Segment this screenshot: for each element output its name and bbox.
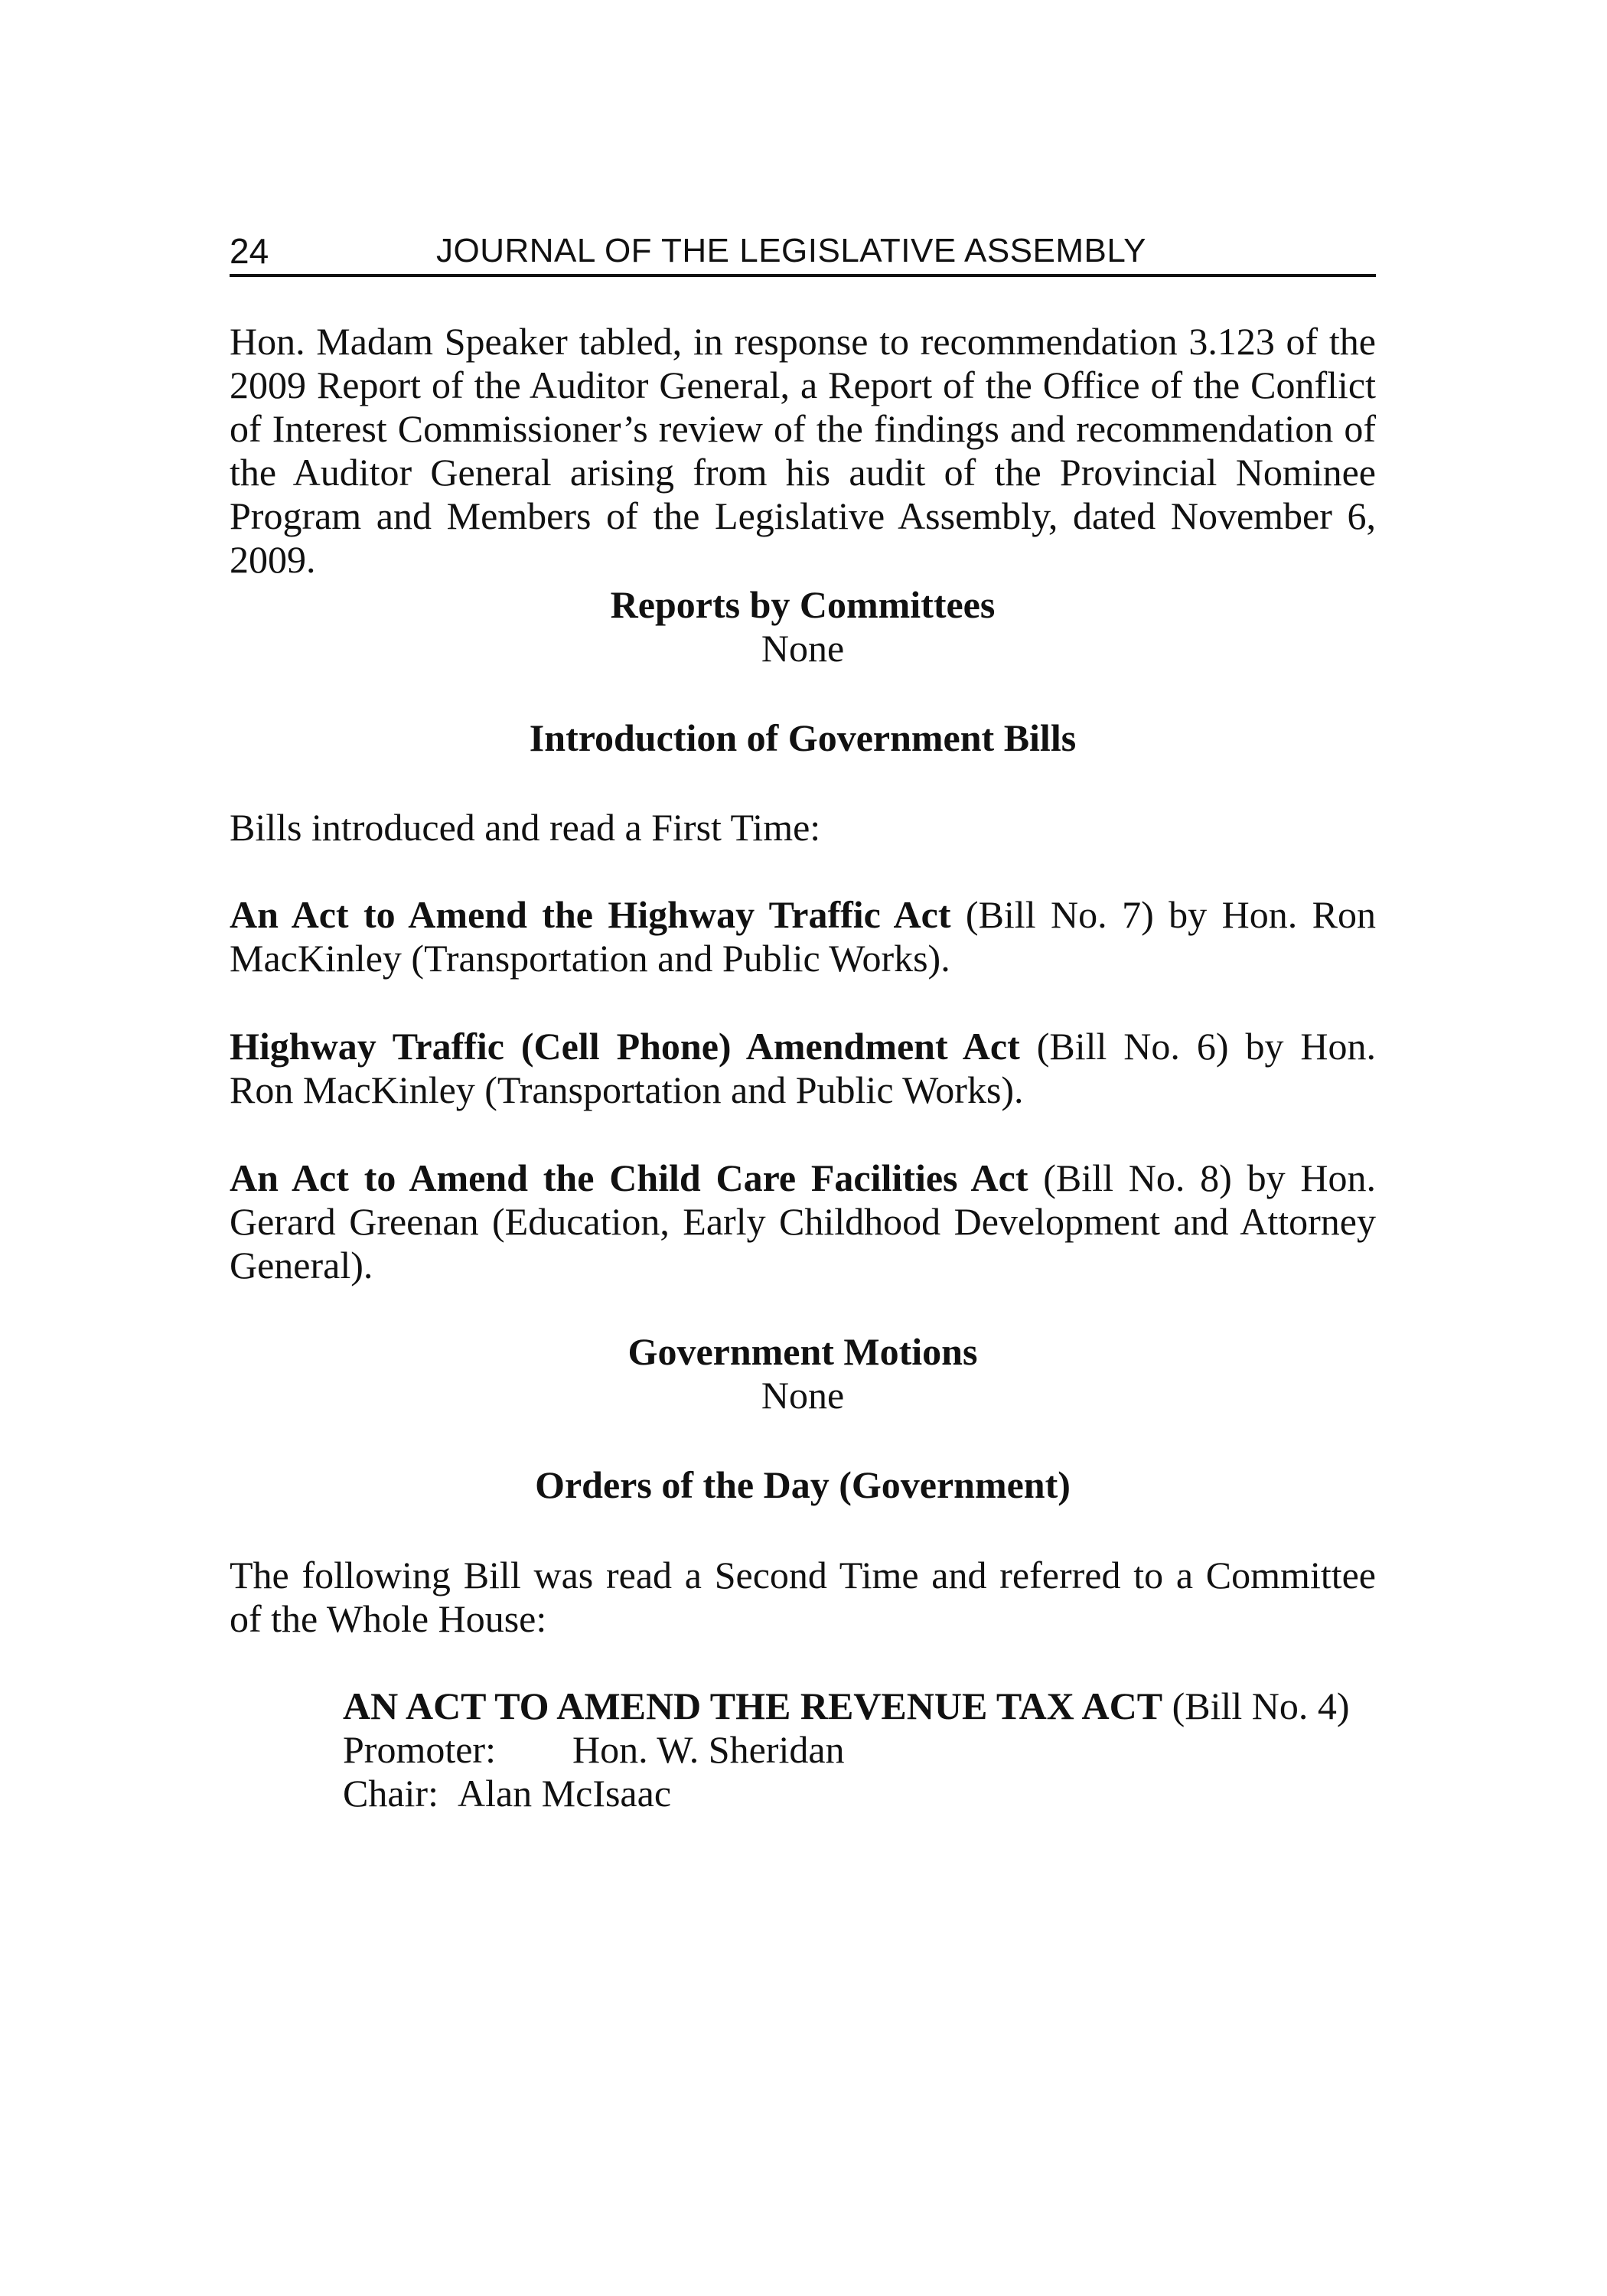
bill-title: An Act to Amend the Highway Traffic Act (230, 893, 951, 936)
committee-bill-title-row (343, 1684, 1376, 1728)
bill-details: (Bill No. 8) by Hon. Gerard Greenan (Education, Early Childhood Development and Attorney General). (230, 1156, 1377, 1287)
bill-title: An Act to Amend the Child Care Facilities Act (230, 1156, 1028, 1199)
bill-entry (230, 1025, 1376, 1112)
running-title: JOURNAL OF THE LEGISLATIVE ASSEMBLY (436, 232, 1146, 269)
committee-bill-number: (Bill No. 4) (1162, 1684, 1350, 1727)
promoter-name: Hon. W. Sheridan (572, 1728, 845, 1771)
bill-details: (Bill No. 7) by Hon. Ron MacKinley (Transportation and Public Works). (230, 893, 1376, 980)
government-bills-heading: Introduction of Government Bills (529, 716, 1077, 759)
chair-name: Alan McIsaac (457, 1772, 672, 1815)
reports-by-committees-content: None (761, 627, 845, 670)
page-number: 24 (230, 231, 269, 271)
promoter-label: Promoter: (343, 1728, 496, 1771)
bills-intro-text: Bills introduced and read a First Time: (230, 806, 821, 849)
government-motions-content: None (761, 1374, 845, 1417)
bill-details: (Bill No. 6) by Hon. Ron MacKinley (Transportation and Public Works). (230, 1025, 1376, 1111)
chair-row (343, 1772, 1376, 1815)
government-motions-heading: Government Motions (627, 1330, 978, 1373)
bill-entry (230, 893, 1376, 980)
promoter-row (343, 1728, 1376, 1772)
second-reading-paragraph: The following Bill was read a Second Time and referred to a Committee of the Whole House: (230, 1554, 1376, 1640)
committee-bill-title: AN ACT TO AMEND THE REVENUE TAX ACT (343, 1684, 1163, 1727)
orders-of-the-day-heading: Orders of the Day (Government) (535, 1463, 1071, 1506)
committee-bill-block (343, 1684, 1376, 1815)
bill-title: Highway Traffic (Cell Phone) Amendment Act (230, 1025, 1020, 1068)
page-header (230, 228, 1376, 277)
reports-by-committees-heading: Reports by Committees (610, 583, 996, 626)
tabling-paragraph: Hon. Madam Speaker tabled, in response to recommendation 3.123 of the 2009 Report of the Auditor General, a Report of the Office of the Conflict of Interest Commissioner’s review of the findings and recommendation of the Auditor General arising from his audit of the Provincial Nominee Program and Members of the Legislative Assembly, dated November 6, 2009. (230, 320, 1376, 581)
bill-entry (230, 1156, 1376, 1287)
chair-label: Chair: (343, 1772, 438, 1815)
